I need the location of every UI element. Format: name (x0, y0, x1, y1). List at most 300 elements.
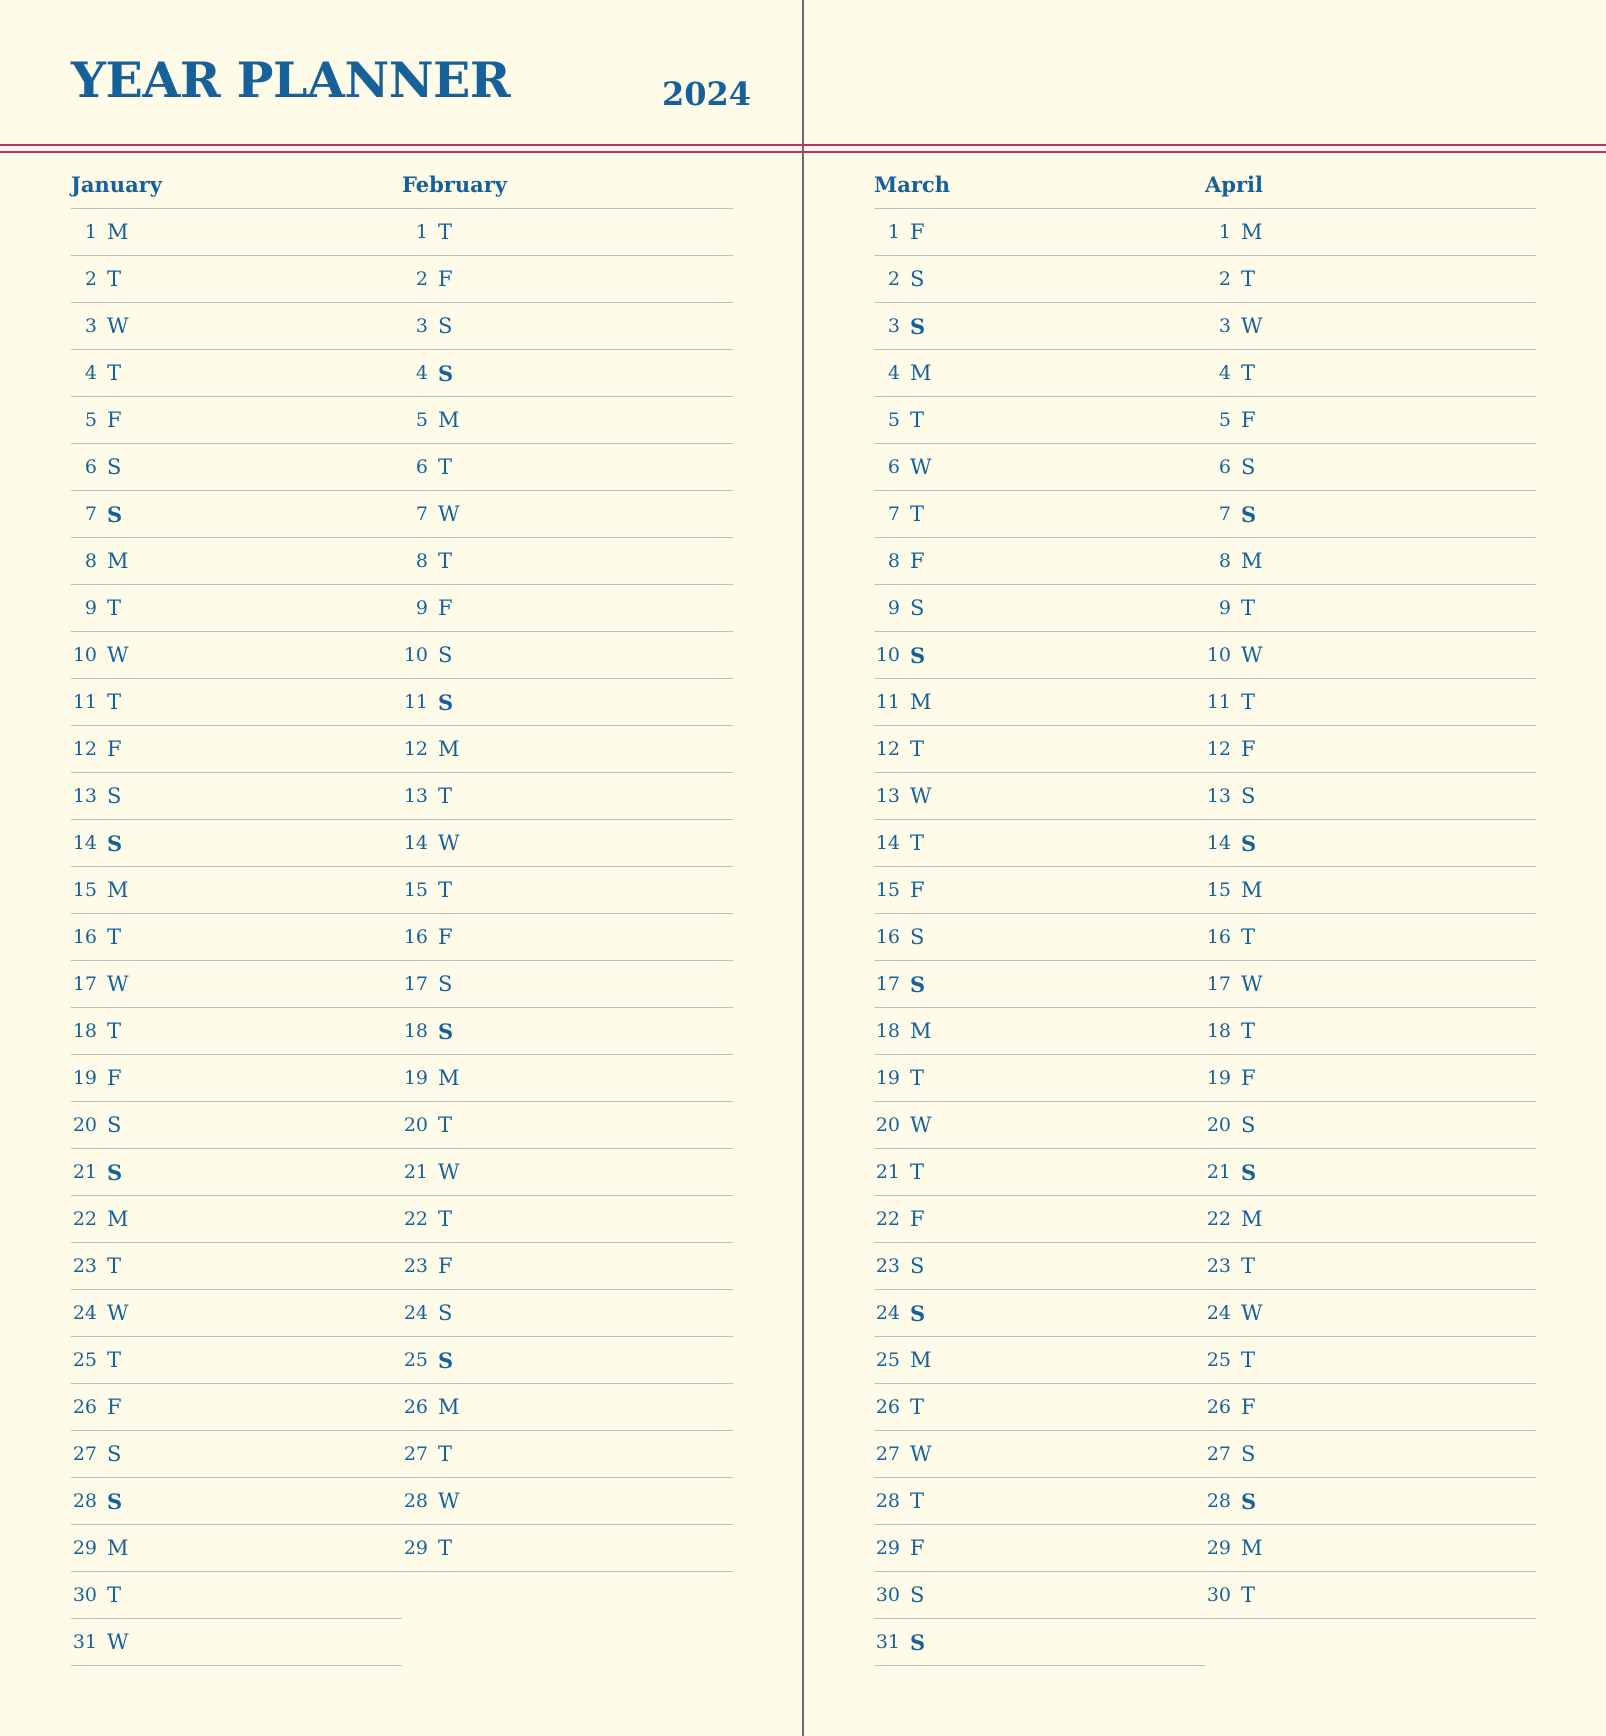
weekday-letter: S (910, 1300, 926, 1326)
day-number: 29 (1206, 1537, 1231, 1559)
weekday-letter: T (438, 455, 453, 479)
day-number: 1 (415, 221, 428, 243)
day-number: 18 (403, 1020, 428, 1042)
day-row (402, 1149, 733, 1196)
day-row (71, 256, 402, 303)
weekday-letter: S (107, 455, 122, 479)
day-number: 17 (1206, 973, 1231, 995)
day-number: 31 (875, 1631, 900, 1653)
day-row (402, 303, 733, 350)
day-row (402, 256, 733, 303)
day-row (1205, 209, 1536, 256)
day-row (1205, 1478, 1536, 1525)
day-row (71, 820, 402, 867)
day-number: 10 (72, 644, 97, 666)
day-row (402, 444, 733, 491)
day-number: 8 (1218, 550, 1231, 572)
weekday-letter: T (1241, 1348, 1256, 1372)
day-number: 16 (875, 926, 900, 948)
weekday-letter: S (1241, 1442, 1256, 1466)
day-row (1205, 1055, 1536, 1102)
day-number: 20 (403, 1114, 428, 1136)
day-number: 10 (875, 644, 900, 666)
day-number: 31 (72, 1631, 97, 1653)
day-row (1205, 585, 1536, 632)
weekday-letter: S (107, 830, 123, 856)
month-january (71, 165, 402, 1666)
day-row (874, 1337, 1205, 1384)
day-number: 12 (403, 738, 428, 760)
day-number: 15 (403, 879, 428, 901)
weekday-letter: S (107, 1113, 122, 1137)
weekday-letter: M (1241, 878, 1263, 902)
day-row (402, 1337, 733, 1384)
day-row (874, 1149, 1205, 1196)
day-row (1205, 1572, 1536, 1619)
weekday-letter: T (438, 1536, 453, 1560)
day-number: 3 (84, 315, 97, 337)
day-number: 19 (875, 1067, 900, 1089)
weekday-letter: M (107, 220, 129, 244)
day-number: 25 (1206, 1349, 1231, 1371)
day-number: 22 (875, 1208, 900, 1230)
month-name: February (402, 165, 733, 209)
day-row (874, 679, 1205, 726)
day-row (1205, 961, 1536, 1008)
day-row (874, 1055, 1205, 1102)
day-number: 15 (875, 879, 900, 901)
weekday-letter: T (910, 408, 925, 432)
day-number: 16 (1206, 926, 1231, 948)
day-row (1205, 1008, 1536, 1055)
day-row (402, 1008, 733, 1055)
day-row (402, 491, 733, 538)
day-row (1205, 1431, 1536, 1478)
day-row (71, 773, 402, 820)
day-number: 26 (72, 1396, 97, 1418)
weekday-letter: W (438, 831, 460, 855)
day-number: 29 (875, 1537, 900, 1559)
weekday-letter: S (1241, 1488, 1257, 1514)
day-row (402, 1525, 733, 1572)
day-row (1205, 397, 1536, 444)
day-number: 9 (1218, 597, 1231, 619)
day-number: 13 (875, 785, 900, 807)
weekday-letter: T (438, 784, 453, 808)
day-row (71, 961, 402, 1008)
month-march (874, 165, 1205, 1666)
day-number: 14 (403, 832, 428, 854)
day-row (1205, 1384, 1536, 1431)
weekday-letter: T (107, 1583, 122, 1607)
day-number: 1 (887, 221, 900, 243)
day-number: 22 (72, 1208, 97, 1230)
day-number: 15 (1206, 879, 1231, 901)
day-number: 5 (415, 409, 428, 431)
weekday-letter: S (910, 1583, 925, 1607)
weekday-letter: F (910, 878, 925, 902)
weekday-letter: S (1241, 501, 1257, 527)
day-row (402, 961, 733, 1008)
day-row (402, 1243, 733, 1290)
day-number: 1 (84, 221, 97, 243)
day-row (1205, 914, 1536, 961)
day-row (402, 1431, 733, 1478)
weekday-letter: F (910, 1207, 925, 1231)
day-number: 13 (72, 785, 97, 807)
day-number: 22 (403, 1208, 428, 1230)
day-number: 26 (403, 1396, 428, 1418)
weekday-letter: S (1241, 830, 1257, 856)
weekday-letter: M (107, 1207, 129, 1231)
day-row (71, 1384, 402, 1431)
day-row (402, 632, 733, 679)
day-number: 7 (887, 503, 900, 525)
day-row (1205, 1243, 1536, 1290)
weekday-letter: F (438, 596, 453, 620)
weekday-letter: S (438, 643, 453, 667)
weekday-letter: S (107, 784, 122, 808)
day-number: 6 (415, 456, 428, 478)
day-number: 13 (1206, 785, 1231, 807)
day-row (874, 820, 1205, 867)
month-february (402, 165, 733, 1572)
weekday-letter: S (1241, 1113, 1256, 1137)
day-number: 24 (1206, 1302, 1231, 1324)
day-number: 3 (1218, 315, 1231, 337)
weekday-letter: W (1241, 643, 1263, 667)
weekday-letter: T (1241, 925, 1256, 949)
day-number: 27 (875, 1443, 900, 1465)
day-number: 6 (887, 456, 900, 478)
weekday-letter: M (910, 361, 932, 385)
weekday-letter: T (107, 1254, 122, 1278)
weekday-letter: W (1241, 1301, 1263, 1325)
day-number: 8 (415, 550, 428, 572)
weekday-letter: F (107, 1395, 122, 1419)
day-row (71, 1102, 402, 1149)
weekday-letter: T (910, 1160, 925, 1184)
day-row (71, 1149, 402, 1196)
day-number: 29 (72, 1537, 97, 1559)
day-number: 24 (72, 1302, 97, 1324)
day-number: 28 (72, 1490, 97, 1512)
header-rule-bottom (0, 151, 1606, 153)
weekday-letter: M (438, 737, 460, 761)
day-number: 16 (72, 926, 97, 948)
weekday-letter: T (438, 1442, 453, 1466)
weekday-letter: S (107, 1159, 123, 1185)
day-row (71, 679, 402, 726)
weekday-letter: S (107, 1488, 123, 1514)
weekday-letter: S (438, 1018, 454, 1044)
weekday-letter: M (1241, 549, 1263, 573)
weekday-letter: W (1241, 972, 1263, 996)
weekday-letter: S (107, 501, 123, 527)
day-number: 24 (403, 1302, 428, 1324)
day-number: 12 (1206, 738, 1231, 760)
day-number: 3 (415, 315, 428, 337)
day-row (874, 773, 1205, 820)
weekday-letter: T (1241, 361, 1256, 385)
day-row (71, 1619, 402, 1666)
day-row (874, 1008, 1205, 1055)
month-name: March (874, 165, 1205, 209)
day-number: 23 (403, 1255, 428, 1277)
day-number: 7 (415, 503, 428, 525)
weekday-letter: F (438, 267, 453, 291)
day-number: 10 (403, 644, 428, 666)
planner-year: 2024 (662, 75, 752, 113)
day-number: 12 (875, 738, 900, 760)
weekday-letter: M (107, 878, 129, 902)
weekday-letter: T (910, 1066, 925, 1090)
weekday-letter: T (910, 831, 925, 855)
weekday-letter: T (438, 1207, 453, 1231)
day-row (1205, 679, 1536, 726)
day-number: 25 (875, 1349, 900, 1371)
day-row (1205, 773, 1536, 820)
day-row (874, 397, 1205, 444)
day-number: 17 (875, 973, 900, 995)
day-number: 21 (1206, 1161, 1231, 1183)
day-number: 16 (403, 926, 428, 948)
day-row (1205, 1149, 1536, 1196)
month-april (1205, 165, 1536, 1619)
day-row (71, 1337, 402, 1384)
day-number: 2 (415, 268, 428, 290)
weekday-letter: T (438, 1113, 453, 1137)
day-row (874, 914, 1205, 961)
weekday-letter: F (1241, 737, 1256, 761)
day-number: 18 (72, 1020, 97, 1042)
day-number: 24 (875, 1302, 900, 1324)
day-row (71, 444, 402, 491)
weekday-letter: S (910, 596, 925, 620)
day-row (874, 961, 1205, 1008)
day-row (874, 1102, 1205, 1149)
day-number: 3 (887, 315, 900, 337)
weekday-letter: T (1241, 1583, 1256, 1607)
weekday-letter: F (910, 220, 925, 244)
day-number: 2 (1218, 268, 1231, 290)
weekday-letter: T (910, 737, 925, 761)
day-row (402, 1196, 733, 1243)
weekday-letter: T (910, 502, 925, 526)
weekday-letter: S (1241, 784, 1256, 808)
day-number: 25 (403, 1349, 428, 1371)
day-number: 30 (72, 1584, 97, 1606)
day-number: 6 (84, 456, 97, 478)
day-number: 22 (1206, 1208, 1231, 1230)
day-row (1205, 256, 1536, 303)
weekday-letter: W (107, 972, 129, 996)
weekday-letter: W (107, 1301, 129, 1325)
weekday-letter: T (107, 1019, 122, 1043)
day-number: 14 (1206, 832, 1231, 854)
weekday-letter: M (1241, 220, 1263, 244)
day-number: 5 (887, 409, 900, 431)
day-row (402, 538, 733, 585)
day-row (874, 1525, 1205, 1572)
day-row (71, 1196, 402, 1243)
day-row (1205, 820, 1536, 867)
weekday-letter: W (107, 1630, 129, 1654)
day-number: 7 (1218, 503, 1231, 525)
day-number: 19 (1206, 1067, 1231, 1089)
day-row (874, 444, 1205, 491)
day-row (1205, 1290, 1536, 1337)
weekday-letter: T (1241, 267, 1256, 291)
weekday-letter: F (107, 1066, 122, 1090)
day-row (874, 350, 1205, 397)
weekday-letter: S (438, 689, 454, 715)
day-number: 30 (875, 1584, 900, 1606)
weekday-letter: W (438, 1160, 460, 1184)
day-row (71, 867, 402, 914)
day-number: 4 (1218, 362, 1231, 384)
day-row (402, 773, 733, 820)
month-name: April (1205, 165, 1536, 209)
weekday-letter: T (1241, 1019, 1256, 1043)
weekday-letter: F (1241, 1395, 1256, 1419)
day-row (402, 209, 733, 256)
day-number: 28 (403, 1490, 428, 1512)
weekday-letter: S (910, 925, 925, 949)
weekday-letter: M (107, 1536, 129, 1560)
day-number: 8 (887, 550, 900, 572)
day-number: 10 (1206, 644, 1231, 666)
day-row (1205, 1525, 1536, 1572)
month-name: January (71, 165, 402, 209)
day-list (1205, 209, 1536, 1619)
weekday-letter: W (910, 455, 932, 479)
day-number: 28 (1206, 1490, 1231, 1512)
day-number: 19 (72, 1067, 97, 1089)
day-row (874, 1572, 1205, 1619)
weekday-letter: T (438, 549, 453, 573)
day-number: 4 (84, 362, 97, 384)
day-row (874, 1384, 1205, 1431)
weekday-letter: M (910, 690, 932, 714)
day-row (1205, 1337, 1536, 1384)
day-number: 2 (887, 268, 900, 290)
weekday-letter: S (438, 1347, 454, 1373)
day-number: 20 (1206, 1114, 1231, 1136)
day-row (71, 303, 402, 350)
day-number: 23 (1206, 1255, 1231, 1277)
day-number: 11 (875, 691, 900, 713)
weekday-letter: T (1241, 690, 1256, 714)
weekday-letter: M (438, 408, 460, 432)
day-row (874, 256, 1205, 303)
day-number: 7 (84, 503, 97, 525)
weekday-letter: T (107, 267, 122, 291)
day-row (1205, 1196, 1536, 1243)
day-number: 5 (84, 409, 97, 431)
weekday-letter: S (910, 1254, 925, 1278)
weekday-letter: T (1241, 596, 1256, 620)
weekday-letter: W (910, 784, 932, 808)
weekday-letter: F (910, 549, 925, 573)
day-number: 18 (875, 1020, 900, 1042)
day-row (71, 632, 402, 679)
day-number: 23 (875, 1255, 900, 1277)
day-number: 2 (84, 268, 97, 290)
day-row (71, 1243, 402, 1290)
weekday-letter: W (910, 1113, 932, 1137)
day-row (402, 914, 733, 961)
day-row (71, 1525, 402, 1572)
weekday-letter: T (107, 690, 122, 714)
weekday-letter: W (107, 643, 129, 667)
weekday-letter: M (910, 1348, 932, 1372)
day-row (874, 726, 1205, 773)
weekday-letter: S (438, 972, 453, 996)
day-row (71, 1431, 402, 1478)
weekday-letter: S (910, 267, 925, 291)
weekday-letter: T (107, 1348, 122, 1372)
page-spine (802, 0, 804, 1736)
weekday-letter: S (107, 1442, 122, 1466)
weekday-letter: S (1241, 1159, 1257, 1185)
day-row (402, 1102, 733, 1149)
day-number: 13 (403, 785, 428, 807)
day-row (402, 350, 733, 397)
day-row (1205, 726, 1536, 773)
weekday-letter: S (910, 642, 926, 668)
day-row (71, 726, 402, 773)
day-number: 19 (403, 1067, 428, 1089)
day-number: 9 (84, 597, 97, 619)
weekday-letter: F (438, 925, 453, 949)
day-number: 18 (1206, 1020, 1231, 1042)
weekday-letter: M (910, 1019, 932, 1043)
page-title: YEAR PLANNER (71, 51, 511, 109)
day-row (402, 679, 733, 726)
weekday-letter: M (438, 1066, 460, 1090)
day-number: 29 (403, 1537, 428, 1559)
day-number: 5 (1218, 409, 1231, 431)
day-number: 11 (1206, 691, 1231, 713)
day-row (402, 1384, 733, 1431)
weekday-letter: F (1241, 1066, 1256, 1090)
day-row (874, 1290, 1205, 1337)
day-number: 14 (875, 832, 900, 854)
day-number: 11 (72, 691, 97, 713)
weekday-letter: F (107, 408, 122, 432)
day-list (402, 209, 733, 1572)
day-row (402, 1478, 733, 1525)
day-row (874, 1619, 1205, 1666)
day-row (71, 209, 402, 256)
day-row (402, 397, 733, 444)
weekday-letter: W (910, 1442, 932, 1466)
weekday-letter: M (107, 549, 129, 573)
day-row (71, 1055, 402, 1102)
day-row (1205, 632, 1536, 679)
day-number: 27 (403, 1443, 428, 1465)
day-number: 25 (72, 1349, 97, 1371)
weekday-letter: S (1241, 455, 1256, 479)
day-row (402, 867, 733, 914)
weekday-letter: F (107, 737, 122, 761)
day-number: 21 (403, 1161, 428, 1183)
weekday-letter: M (1241, 1536, 1263, 1560)
day-row (71, 585, 402, 632)
header-rule-top (0, 144, 1606, 146)
day-row (874, 1431, 1205, 1478)
